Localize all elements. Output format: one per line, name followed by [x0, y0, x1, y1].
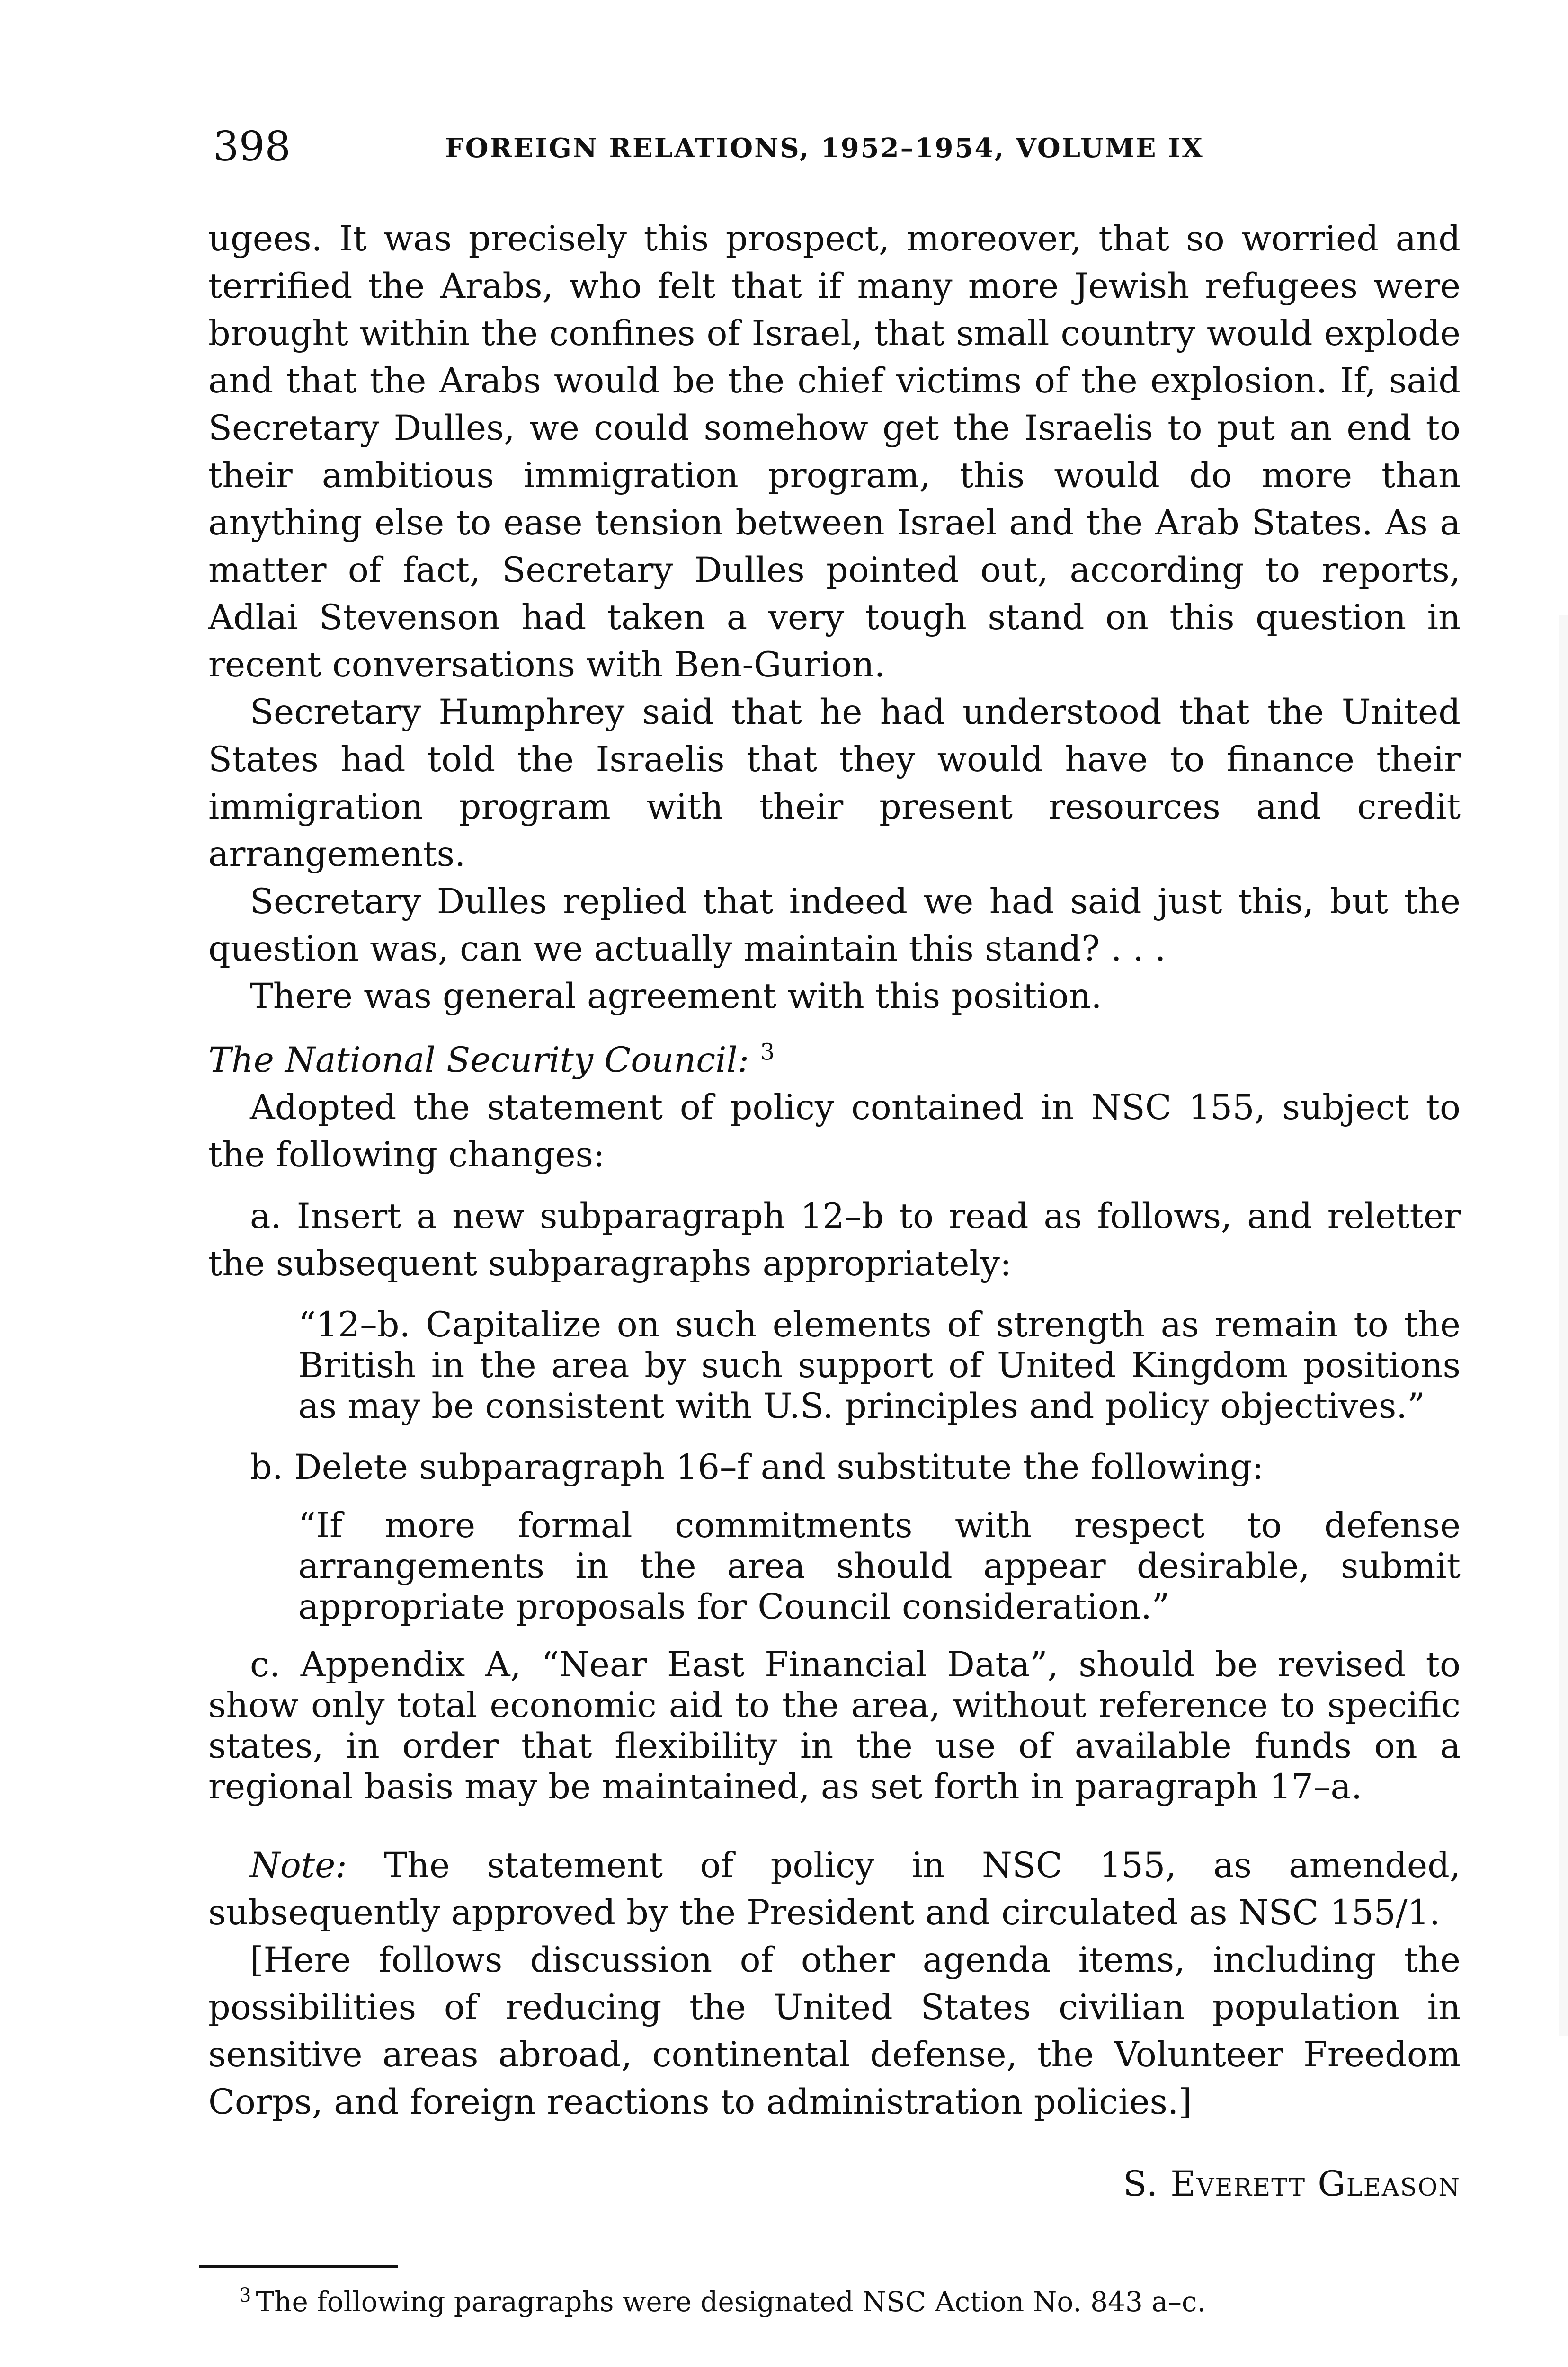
page-edge-shadow	[1559, 615, 1568, 2036]
page-header	[213, 121, 1468, 182]
paragraph-editorial-note: [Here follows discussion of other agenda items, including the possibilities of reducing the United States civilian population in sensitive areas abroad, continental defense, the Volunteer Freedom Corps, and foreign reactions to administration policies.]	[208, 1940, 1461, 2122]
footnote-reference: 3	[760, 1039, 775, 1066]
footnote	[239, 2283, 1446, 2321]
paragraph-agreement: There was general agreement with this position.	[250, 976, 1102, 1016]
page-number: 398	[213, 123, 291, 170]
paragraph-continuation: ugees. It was precisely this prospect, moreover, that so worried and terrified the Arabs, who felt that if many more Jewish refugees were brought within the confines of Israel, that small country would explode and that the Arabs would be the chief victims of the explosion. If, said Secretary Dulles, we could somehow get the Israelis to put an end to their ambitious immigration program, this would do more than anything else to ease tension between Israel and the Arab States. As a matter of fact, Secretary Dulles pointed out, according to reports, Adlai Stevenson had taken a very tough stand on this question in recent conversations with Ben-Gurion.	[208, 219, 1461, 685]
section-heading	[208, 1037, 1461, 1084]
note-paragraph	[208, 1842, 1461, 1937]
item-a: a. Insert a new subparagraph 12–b to read as follows, and reletter the subsequent subparagraphs appropriately:	[208, 1196, 1461, 1284]
paragraph-adopted: Adopted the statement of policy contained in NSC 155, subject to the following changes:	[208, 1087, 1461, 1175]
running-head: FOREIGN RELATIONS, 1952–1954, VOLUME IX	[445, 133, 1204, 164]
section-heading-text: The National Security Council:	[208, 1040, 749, 1080]
item-b: b. Delete subparagraph 16–f and substitute the following:	[250, 1447, 1264, 1487]
item-c: c. Appendix A, “Near East Financial Data”, should be revised to show only total economic aid to the area, without reference to specific states, in order that flexibility in the use of available funds on a regional basis may be maintained, as set forth in paragraph 17–a.	[208, 1645, 1461, 1807]
body-text	[208, 215, 1461, 2242]
note-text: The statement of policy in NSC 155, as amended, subsequently approved by the President and circulated as NSC 155/1.	[208, 1845, 1461, 1933]
footnote-mark: 3	[239, 2284, 251, 2306]
paragraph-humphrey: Secretary Humphrey said that he had understood that the United States had told the Israelis that they would have to finance their immigration program with their present resources and credit arrangements.	[208, 692, 1461, 874]
footnote-text: The following paragraphs were designated NSC Action No. 843 a–c.	[256, 2286, 1206, 2318]
footnote-divider	[199, 2265, 398, 2268]
quote-12b: “12–b. Capitalize on such elements of strength as remain to the British in the area by such support of United Kingdom positions as may be consistent with U.S. principles and policy objectives.”	[298, 1305, 1461, 1426]
quote-16f: “If more formal commitments with respect to defense arrangements in the area should appear desirable, submit appropriate proposals for Council consideration.”	[298, 1505, 1461, 1627]
signature: S. Everett Gleason	[1123, 2164, 1461, 2204]
note-label: Note:	[250, 1845, 347, 1886]
paragraph-dulles-reply: Secretary Dulles replied that indeed we had said just this, but the question was, can we actually maintain this stand? . . .	[208, 881, 1461, 969]
